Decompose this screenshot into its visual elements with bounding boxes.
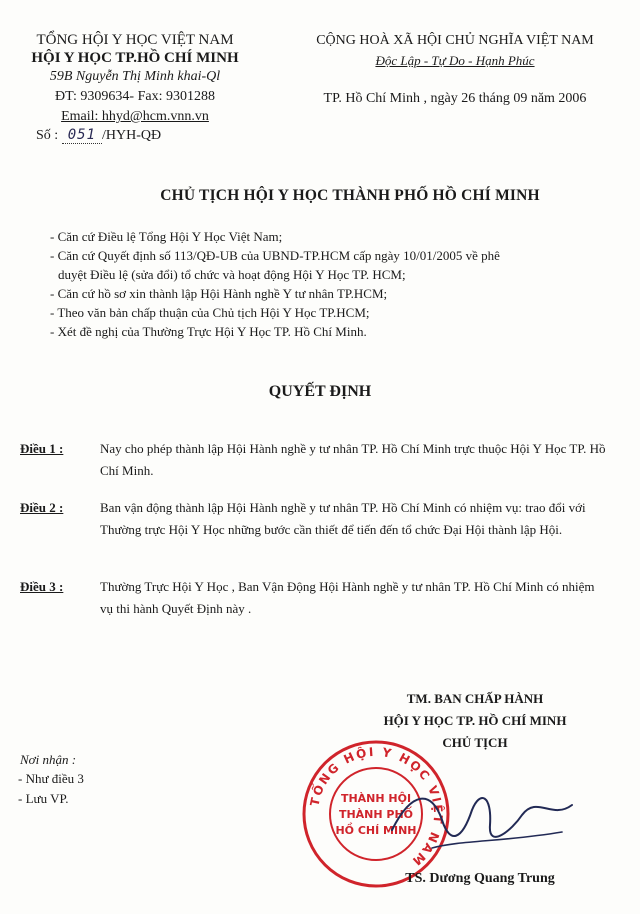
signature-line-2: HỘI Y HỌC TP. HỒ CHÍ MINH — [383, 713, 567, 728]
article-2-text: Ban vận động thành lập Hội Hành nghề y tư nhân TP. Hồ Chí Minh có nhiệm vụ: trao đổi với Thường trực Hội Y Học những bước cần thiết để tiến đến tổ chức Đại Hội thành lập Hội. — [100, 500, 586, 537]
decision-title: QUYẾT ĐỊNH — [268, 383, 372, 400]
consideration-item: - Căn cứ Điều lệ Tổng Hội Y Học Việt Nam; — [50, 229, 283, 244]
country-name: CỘNG HOÀ XÃ HỘI CHỦ NGHĨA VIỆT NAM — [316, 33, 594, 48]
issuer-title: CHỦ TỊCH HỘI Y HỌC THÀNH PHỐ HỒ CHÍ MINH — [160, 187, 540, 204]
article-1-text: Nay cho phép thành lập Hội Hành nghề y tư nhân TP. Hồ Chí Minh trực thuộc Hội Y Học TP. Hồ Chí Minh. — [100, 441, 606, 478]
seal-center-line: THÀNH HỘI — [340, 792, 412, 805]
recipient-item: - Lưu VP. — [18, 791, 69, 806]
number-prefix: Số : — [36, 128, 59, 143]
considerations-list — [50, 227, 615, 341]
signature-line-3: CHỦ TỊCH — [442, 735, 508, 750]
recipients-title: Nơi nhận : — [20, 752, 77, 767]
signature-line-1: TM. BAN CHẤP HÀNH — [406, 691, 544, 706]
seal-center-line: HỒ CHÍ MINH — [335, 824, 417, 837]
handwritten-signature — [372, 770, 592, 870]
org-address: 59B Nguyễn Thị Minh khai-Ql — [49, 69, 221, 84]
consideration-item: - Xét đề nghị của Thường Trực Hội Y Học TP. Hồ Chí Minh. — [50, 324, 367, 339]
national-motto: Độc Lập - Tự Do - Hạnh Phúc — [375, 53, 535, 68]
consideration-item: duyệt Điều lệ (sửa đổi) tổ chức và hoạt động Hội Y Học TP. HCM; — [58, 267, 406, 282]
seal-center-line: THÀNH PHỐ — [338, 808, 414, 821]
number-suffix: /HYH-QĐ — [101, 128, 162, 143]
org-phone-fax: ĐT: 9309634- Fax: 9301288 — [55, 89, 215, 104]
consideration-item: - Căn cứ Quyết định số 113/QĐ-UB của UBND-TP.HCM cấp ngày 10/01/2005 về phê — [50, 248, 500, 263]
signer-name: TS. Dương Quang Trung — [405, 871, 555, 886]
number-value: 051 — [62, 127, 102, 144]
org-email: Email: hhyd@hcm.vnn.vn — [61, 109, 209, 124]
document-number — [36, 127, 266, 144]
article-2-label: Điều 2 : — [20, 500, 64, 515]
article-3-text: Thường Trực Hội Y Học , Ban Vận Động Hội Hành nghề y tư nhân TP. Hồ Chí Minh có nhiệm vụ thi hành Quyết Định này . — [100, 579, 595, 616]
org-name: HỘI Y HỌC TP.HỒ CHÍ MINH — [31, 50, 239, 66]
article-1-label: Điều 1 : — [20, 441, 64, 456]
consideration-item: - Theo văn bản chấp thuận của Chủ tịch Hội Y Học TP.HCM; — [50, 305, 370, 320]
consideration-item: - Căn cứ hồ sơ xin thành lập Hội Hành nghề Y tư nhân TP.HCM; — [50, 286, 388, 301]
recipient-item: - Như điều 3 — [18, 771, 84, 786]
parent-org: TỔNG HỘI Y HỌC VIỆT NAM — [36, 32, 234, 48]
seal-ring-text: TỔNG HỘI Y HỌC VIỆT NAM — [307, 744, 446, 870]
place-date: TP. Hồ Chí Minh , ngày 26 tháng 09 năm 2006 — [323, 91, 587, 106]
article-3-label: Điều 3 : — [20, 579, 64, 594]
